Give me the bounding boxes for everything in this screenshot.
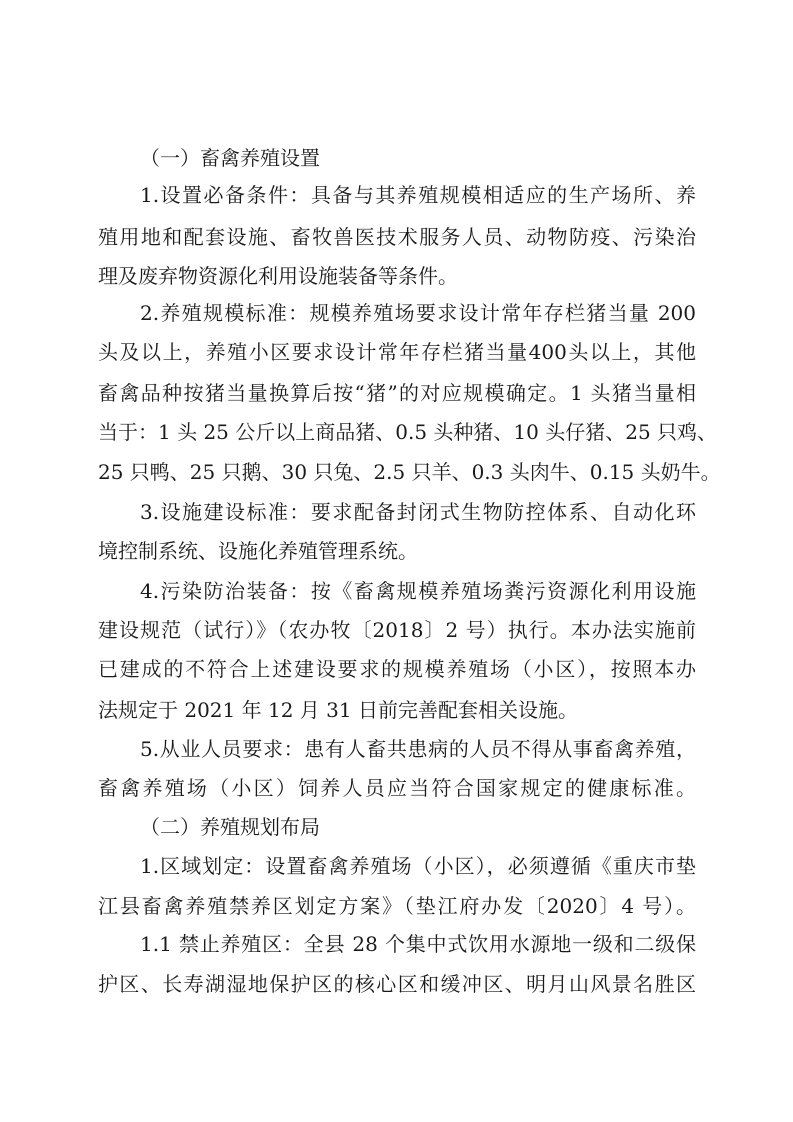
- paragraph-4-line-1: 4.污染防治装备：按《畜禽规模养殖场粪污资源化利用设施: [140, 579, 696, 603]
- paragraph-5-line-2: 畜禽养殖场（小区）饲养人员应当符合国家规定的健康标准。: [98, 776, 696, 800]
- section-heading-1: （一）畜禽养殖设置: [140, 146, 320, 170]
- paragraph-2-line-5: 25 只鸭、25 只鹅、30 只兔、2.5 只羊、0.3 头肉牛、0.15 头奶牛。: [98, 460, 721, 484]
- paragraph-1-line-1: 1.设置必备条件：具备与其养殖规模相适应的生产场所、养: [140, 183, 696, 207]
- section-heading-2: （二）养殖规划布局: [140, 815, 320, 839]
- paragraph-5-line-1: 5.从业人员要求：患有人畜共患病的人员不得从事畜禽养殖，: [140, 737, 696, 761]
- paragraph-2-line-2: 头及以上，养殖小区要求设计常年存栏猪当量400头以上，其他: [98, 340, 696, 364]
- paragraph-2-line-3: 畜禽品种按猪当量换算后按“猪”的对应规模确定。1 头猪当量相: [98, 381, 696, 405]
- paragraph-6-line-2: 江县畜禽养殖禁养区划定方案》（垫江府办发〔2020〕4 号）。: [98, 894, 696, 918]
- paragraph-7-line-2: 护区、长寿湖湿地保护区的核心区和缓冲区、明月山风景名胜区: [98, 972, 696, 996]
- paragraph-3-line-2: 境控制系统、设施化养殖管理系统。: [98, 539, 418, 563]
- paragraph-3-line-1: 3.设施建设标准：要求配备封闭式生物防控体系、自动化环: [140, 500, 696, 524]
- paragraph-4-line-3: 已建成的不符合上述建设要求的规模养殖场（小区），按照本办: [98, 657, 696, 681]
- paragraph-1-line-3: 理及废弃物资源化利用设施装备等条件。: [98, 264, 458, 288]
- paragraph-7-line-1: 1.1 禁止养殖区：全县 28 个集中式饮用水源地一级和二级保: [140, 932, 696, 956]
- paragraph-6-line-1: 1.区域划定：设置畜禽养殖场（小区），必须遵循《重庆市垫: [140, 854, 696, 878]
- paragraph-2-line-1: 2.养殖规模标准：规模养殖场要求设计常年存栏猪当量 200: [140, 301, 696, 325]
- paragraph-4-line-2: 建设规范（试行）》（农办牧〔2018〕2 号）执行。本办法实施前: [98, 618, 696, 642]
- paragraph-2-line-4: 当于：1 头 25 公斤以上商品猪、0.5 头种猪、10 头仔猪、25 只鸡、: [98, 420, 718, 444]
- paragraph-1-line-2: 殖用地和配套设施、畜牧兽医技术服务人员、动物防疫、污染治: [98, 225, 696, 249]
- paragraph-4-line-4: 法规定于 2021 年 12 月 31 日前完善配套相关设施。: [98, 698, 578, 722]
